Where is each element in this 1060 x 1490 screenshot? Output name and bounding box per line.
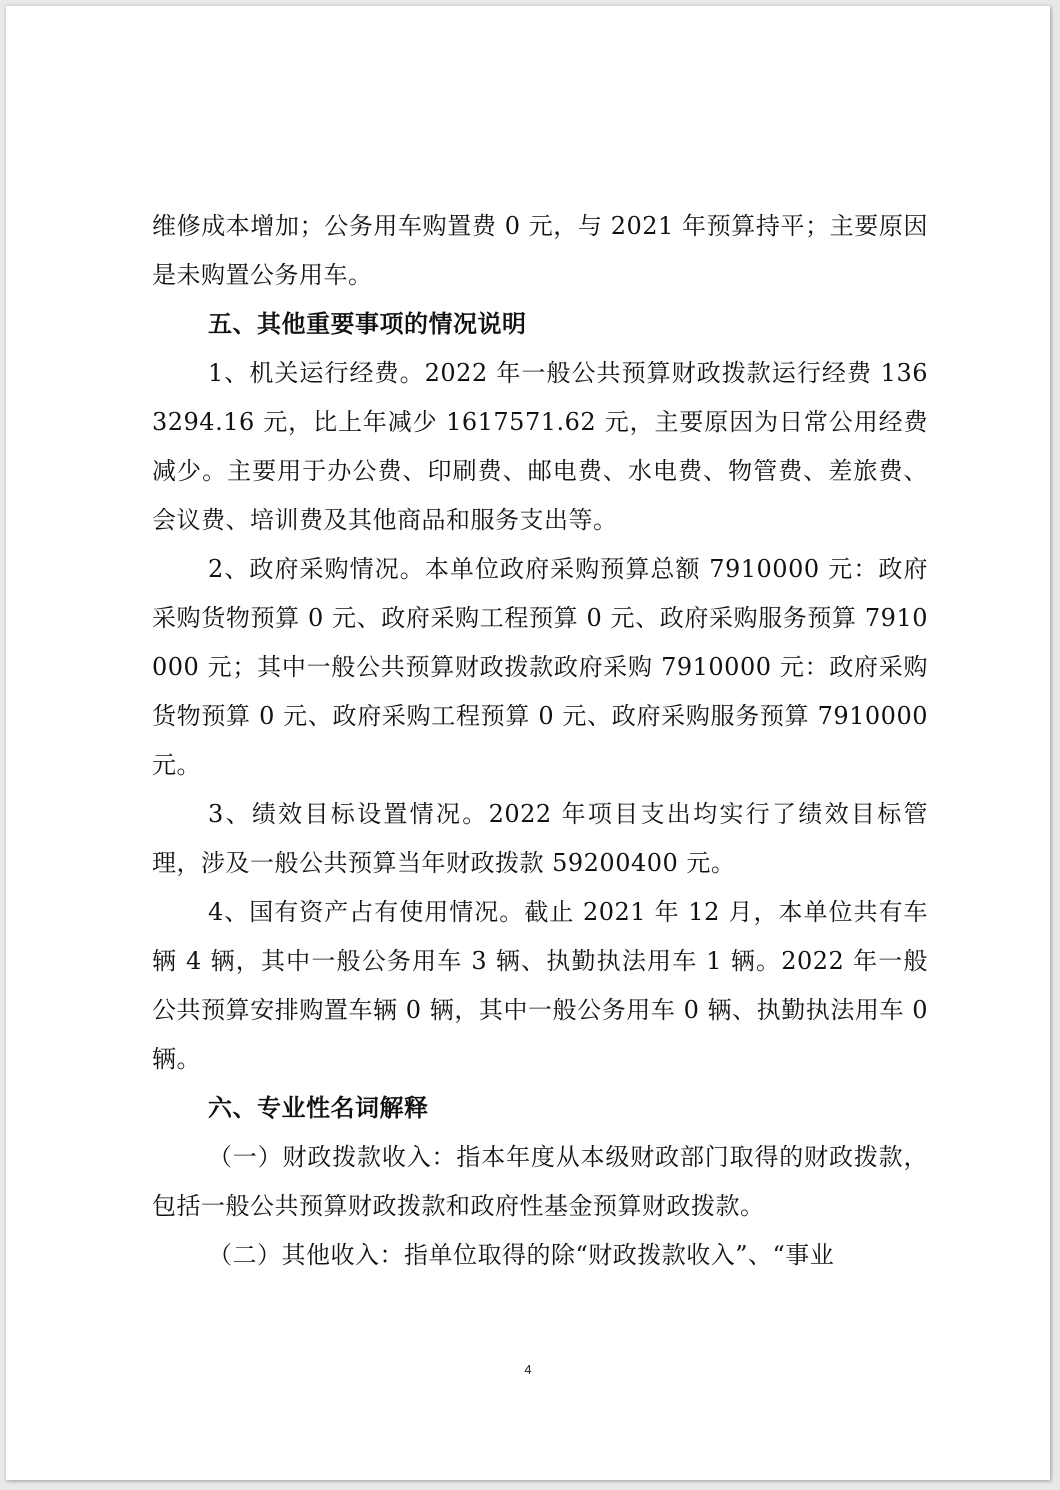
paragraph-term-fiscal-appropriation: （一）财政拨款收入：指本年度从本级财政部门取得的财政拨款，包括一般公共预算财政拨款和政府性基金预算财政拨款。 [152, 1143, 928, 1220]
paragraph-government-procurement: 2、政府采购情况。本单位政府采购预算总额 7910000 元：政府采购货物预算 0 元、政府采购工程预算 0 元、政府采购服务预算 7910000 元；其中一般公共预算财政拨款政府采购 7910000 元：政府采购货物预算 0 元、政府采购工程预算 0 元、政府采购服务预算 7910000 元。 [152, 555, 928, 779]
section-heading-other-matters: 五、其他重要事项的情况说明 [208, 310, 527, 338]
paragraph-state-assets: 4、国有资产占有使用情况。截止 2021 年 12 月，本单位共有车辆 4 辆，其中一般公务用车 3 辆、执勤执法用车 1 辆。2022 年一般公共预算安排购置车辆 0 辆，其中一般公务用车 0 辆、执勤执法用车 0 辆。 [152, 898, 928, 1073]
paragraph-performance-targets: 3、绩效目标设置情况。2022 年项目支出均实行了绩效目标管理，涉及一般公共预算当年财政拨款 59200400 元。 [152, 800, 928, 877]
section-heading-terms: 六、专业性名词解释 [208, 1094, 429, 1122]
paragraph-vehicle-cost: 维修成本增加；公务用车购置费 0 元，与 2021 年预算持平；主要原因是未购置公务用车。 [152, 212, 928, 289]
document-page [6, 6, 1050, 1480]
page-body [152, 202, 928, 1280]
paragraph-operating-expenses: 1、机关运行经费。2022 年一般公共预算财政拨款运行经费 1363294.16 元，比上年减少 1617571.62 元，主要原因为日常公用经费减少。主要用于办公费、印刷费、邮电费、水电费、物管费、差旅费、会议费、培训费及其他商品和服务支出等。 [152, 359, 928, 534]
paragraph-term-other-income: （二）其他收入：指单位取得的除“财政拨款收入”、“事业 [208, 1241, 835, 1269]
page-number: 4 [524, 1362, 532, 1377]
